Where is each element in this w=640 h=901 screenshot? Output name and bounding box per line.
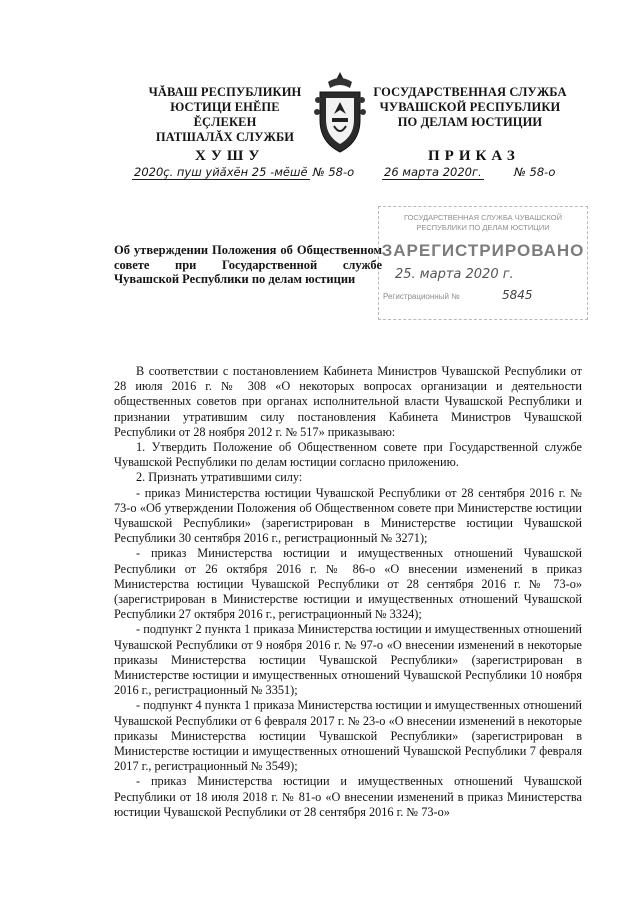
order-subject: Об утверждении Положения об Общественном совете при Государственной службе Чувашской Республики по делам юстиции	[114, 243, 382, 286]
header-right	[370, 85, 570, 130]
stamp-reg-label: Регистрационный №	[383, 292, 460, 301]
stamp-date: 25. марта 2020 г.	[395, 267, 514, 282]
coat-of-arms-icon	[310, 70, 370, 156]
stamp-organization: ГОСУДАРСТВЕННАЯ СЛУЖБА ЧУВАШСКОЙ РЕСПУБЛИКИ ПО ДЕЛАМ ЮСТИЦИИ	[403, 213, 563, 232]
registration-stamp	[378, 206, 588, 320]
order-date-number-chuvash	[132, 165, 354, 180]
header-left-line: ЧĂВАШ РЕСПУБЛИКИН	[148, 85, 302, 99]
header-right-line: ГОСУДАРСТВЕННАЯ СЛУЖБА	[373, 85, 567, 99]
body-paragraph: - подпункт 4 пункта 1 приказа Министерства юстиции и имущественных отношений Чувашской Республики от 6 февраля 2017 г. № 23-о «О внесении изменений в некоторые приказы Министерства юстиции Чувашской Республики» (зарегистрирован в Министерстве юстиции и имущественных отношений Чувашской Республики 7 февраля 2017 г., регистрационный № 3549);	[114, 698, 582, 774]
header-left-line: ЮСТИЦИ ЕНĔПЕ ĔÇЛЕКЕН	[170, 100, 280, 129]
body-paragraph: 2. Признать утратившими силу:	[136, 470, 303, 485]
order-number-russian: № 58-о	[513, 165, 556, 179]
order-date-number-russian	[382, 165, 555, 180]
body-paragraph: В соответствии с постановлением Кабинета Министров Чувашской Республики от 28 июля 2016 г. № 308 «О некоторых вопросах организации и деятельности общественных советов при органах исполнительной власти Чувашской Республики и признании утратившим силу постановления Кабинета Министров Чувашской Республики от 28 ноября 2012 г. № 517» приказываю:	[114, 364, 582, 439]
header-left	[140, 85, 310, 145]
order-body	[114, 364, 582, 820]
order-title-russian: ПРИКАЗ	[428, 148, 520, 164]
header-right-line: ЧУВАШСКОЙ РЕСПУБЛИКИ	[379, 100, 561, 114]
body-paragraph: - приказ Министерства юстиции и имущественных отношений Чувашской Республики от 26 октября 2016 г. № 86-о «О внесении изменений в приказ Министерства юстиции Чувашской Республики от 28 сентября 2016 г. № 73-о» (зарегистрирован в Министерстве юстиции и имущественных отношений Чувашской Республики 27 октября 2016 г., регистрационный № 3324);	[114, 546, 582, 622]
stamp-reg-number-row	[379, 288, 587, 302]
order-title-chuvash: ХУШУ	[195, 148, 265, 164]
header-right-line: ПО ДЕЛАМ ЮСТИЦИИ	[397, 115, 543, 129]
stamp-reg-number: 5845	[501, 288, 533, 302]
stamp-registered: ЗАРЕГИСТРИРОВАНО	[381, 241, 585, 260]
body-paragraph: 1. Утвердить Положение об Общественном совете при Государственной службе Чувашской Республики по делам юстиции согласно приложению.	[114, 440, 582, 470]
body-paragraph: - приказ Министерства юстиции и имущественных отношений Чувашской Республики от 18 июля 2018 г. № 81-о «О внесении изменений в приказ Министерства юстиции Чувашской Республики от 28 сентября 2016 г. № 73-о»	[114, 774, 582, 819]
body-paragraph: - подпункт 2 пункта 1 приказа Министерства юстиции и имущественных отношений Чувашской Республики от 9 ноября 2016 г. № 97-о «О внесении изменений в некоторые приказы Министерства юстиции Чувашской Республики» (зарегистрирован в Министерстве юстиции и имущественных отношений Чувашской Республики 10 ноября 2016 г., регистрационный № 3351);	[114, 622, 582, 698]
order-date-chuvash: 2020ç. пуш уйăхĕн 25 -мĕшĕ	[134, 165, 308, 179]
header-left-line: ПАТШАЛĂХ СЛУЖБИ	[155, 130, 295, 144]
order-date-russian: 26 марта 2020г.	[384, 165, 482, 179]
body-paragraph: - приказ Министерства юстиции Чувашской Республики от 28 сентября 2016 г. № 73-о «Об утверждении Положения об Общественном совете при Министерстве юстиции Чувашской Республики» (зарегистрирован в Министерстве юстиции Чувашской Республики 30 сентября 2016 г., регистрационный № 3271);	[114, 485, 582, 546]
order-number-chuvash: № 58-о	[312, 165, 355, 179]
